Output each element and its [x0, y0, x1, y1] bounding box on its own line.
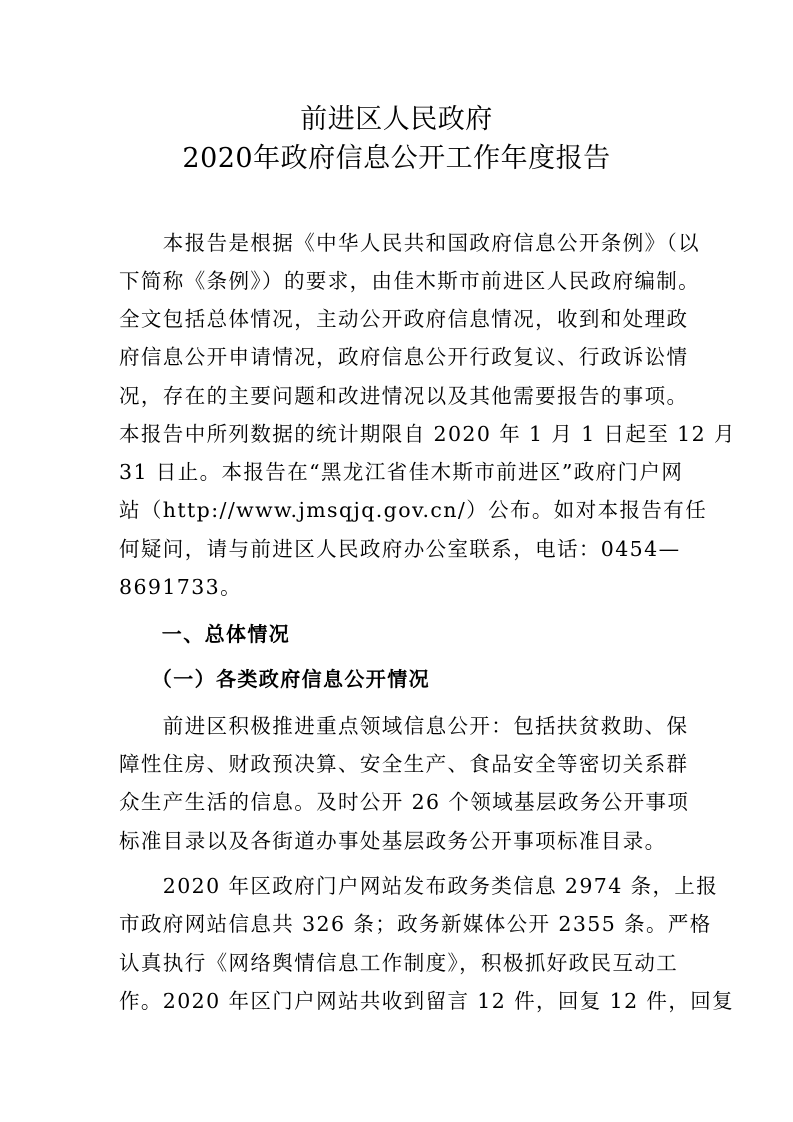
body-line: 2020 年区政府门户网站发布政务类信息 2974 条，上报 [119, 874, 719, 898]
body-line: 8691733。 [119, 575, 242, 599]
body-line: 市政府网站信息共 326 条；政务新媒体公开 2355 条。严格 [119, 912, 712, 936]
body-line: 站（http://www.jmsqjq.gov.cn/）公布。如对本报告有任 [119, 498, 708, 522]
body-line: 本报告是根据《中华人民共和国政府信息公开条例》（以 [119, 231, 701, 255]
body-line: 认真执行《网络舆情信息工作制度》，积极抓好政民互动工 [119, 951, 679, 975]
body-line: 前进区积极推进重点领域信息公开：包括扶贫救助、保 [119, 714, 689, 738]
body-line: 31 日止。本报告在“黑龙江省佳木斯市前进区”政府门户网 [119, 460, 684, 484]
body-line: 下简称《条例》）的要求，由佳木斯市前进区人民政府编制。 [119, 269, 701, 293]
body-line: 障性住房、财政预决算、安全生产、食品安全等密切关系群 [119, 752, 689, 776]
document-title-line-1: 前进区人民政府 [300, 104, 493, 135]
section-heading: 一、总体情况 [119, 622, 291, 646]
body-line: 作。2020 年区门户网站共收到留言 12 件，回复 12 件，回复 [119, 989, 735, 1013]
body-line: 何疑问，请与前进区人民政府办公室联系，电话：0454— [119, 537, 681, 561]
body-line: 本报告中所列数据的统计期限自 2020 年 1 月 1 日起至 12 月 [119, 422, 736, 446]
body-line: 全文包括总体情况，主动公开政府信息情况，收到和处理政 [119, 307, 689, 331]
body-line: 标准目录以及各街道办事处基层政务公开事项标准目录。 [119, 829, 667, 853]
body-line: 众生产生活的信息。及时公开 26 个领域基层政务公开事项 [119, 790, 690, 814]
document-title-line-2: 2020年政府信息公开工作年度报告 [182, 143, 611, 174]
subsection-heading: （一）各类政府信息公开情况 [119, 667, 430, 691]
body-line: 府信息公开申请情况，政府信息公开行政复议、行政诉讼情 [119, 345, 689, 369]
body-line: 况，存在的主要问题和改进情况以及其他需要报告的事项。 [119, 384, 689, 408]
